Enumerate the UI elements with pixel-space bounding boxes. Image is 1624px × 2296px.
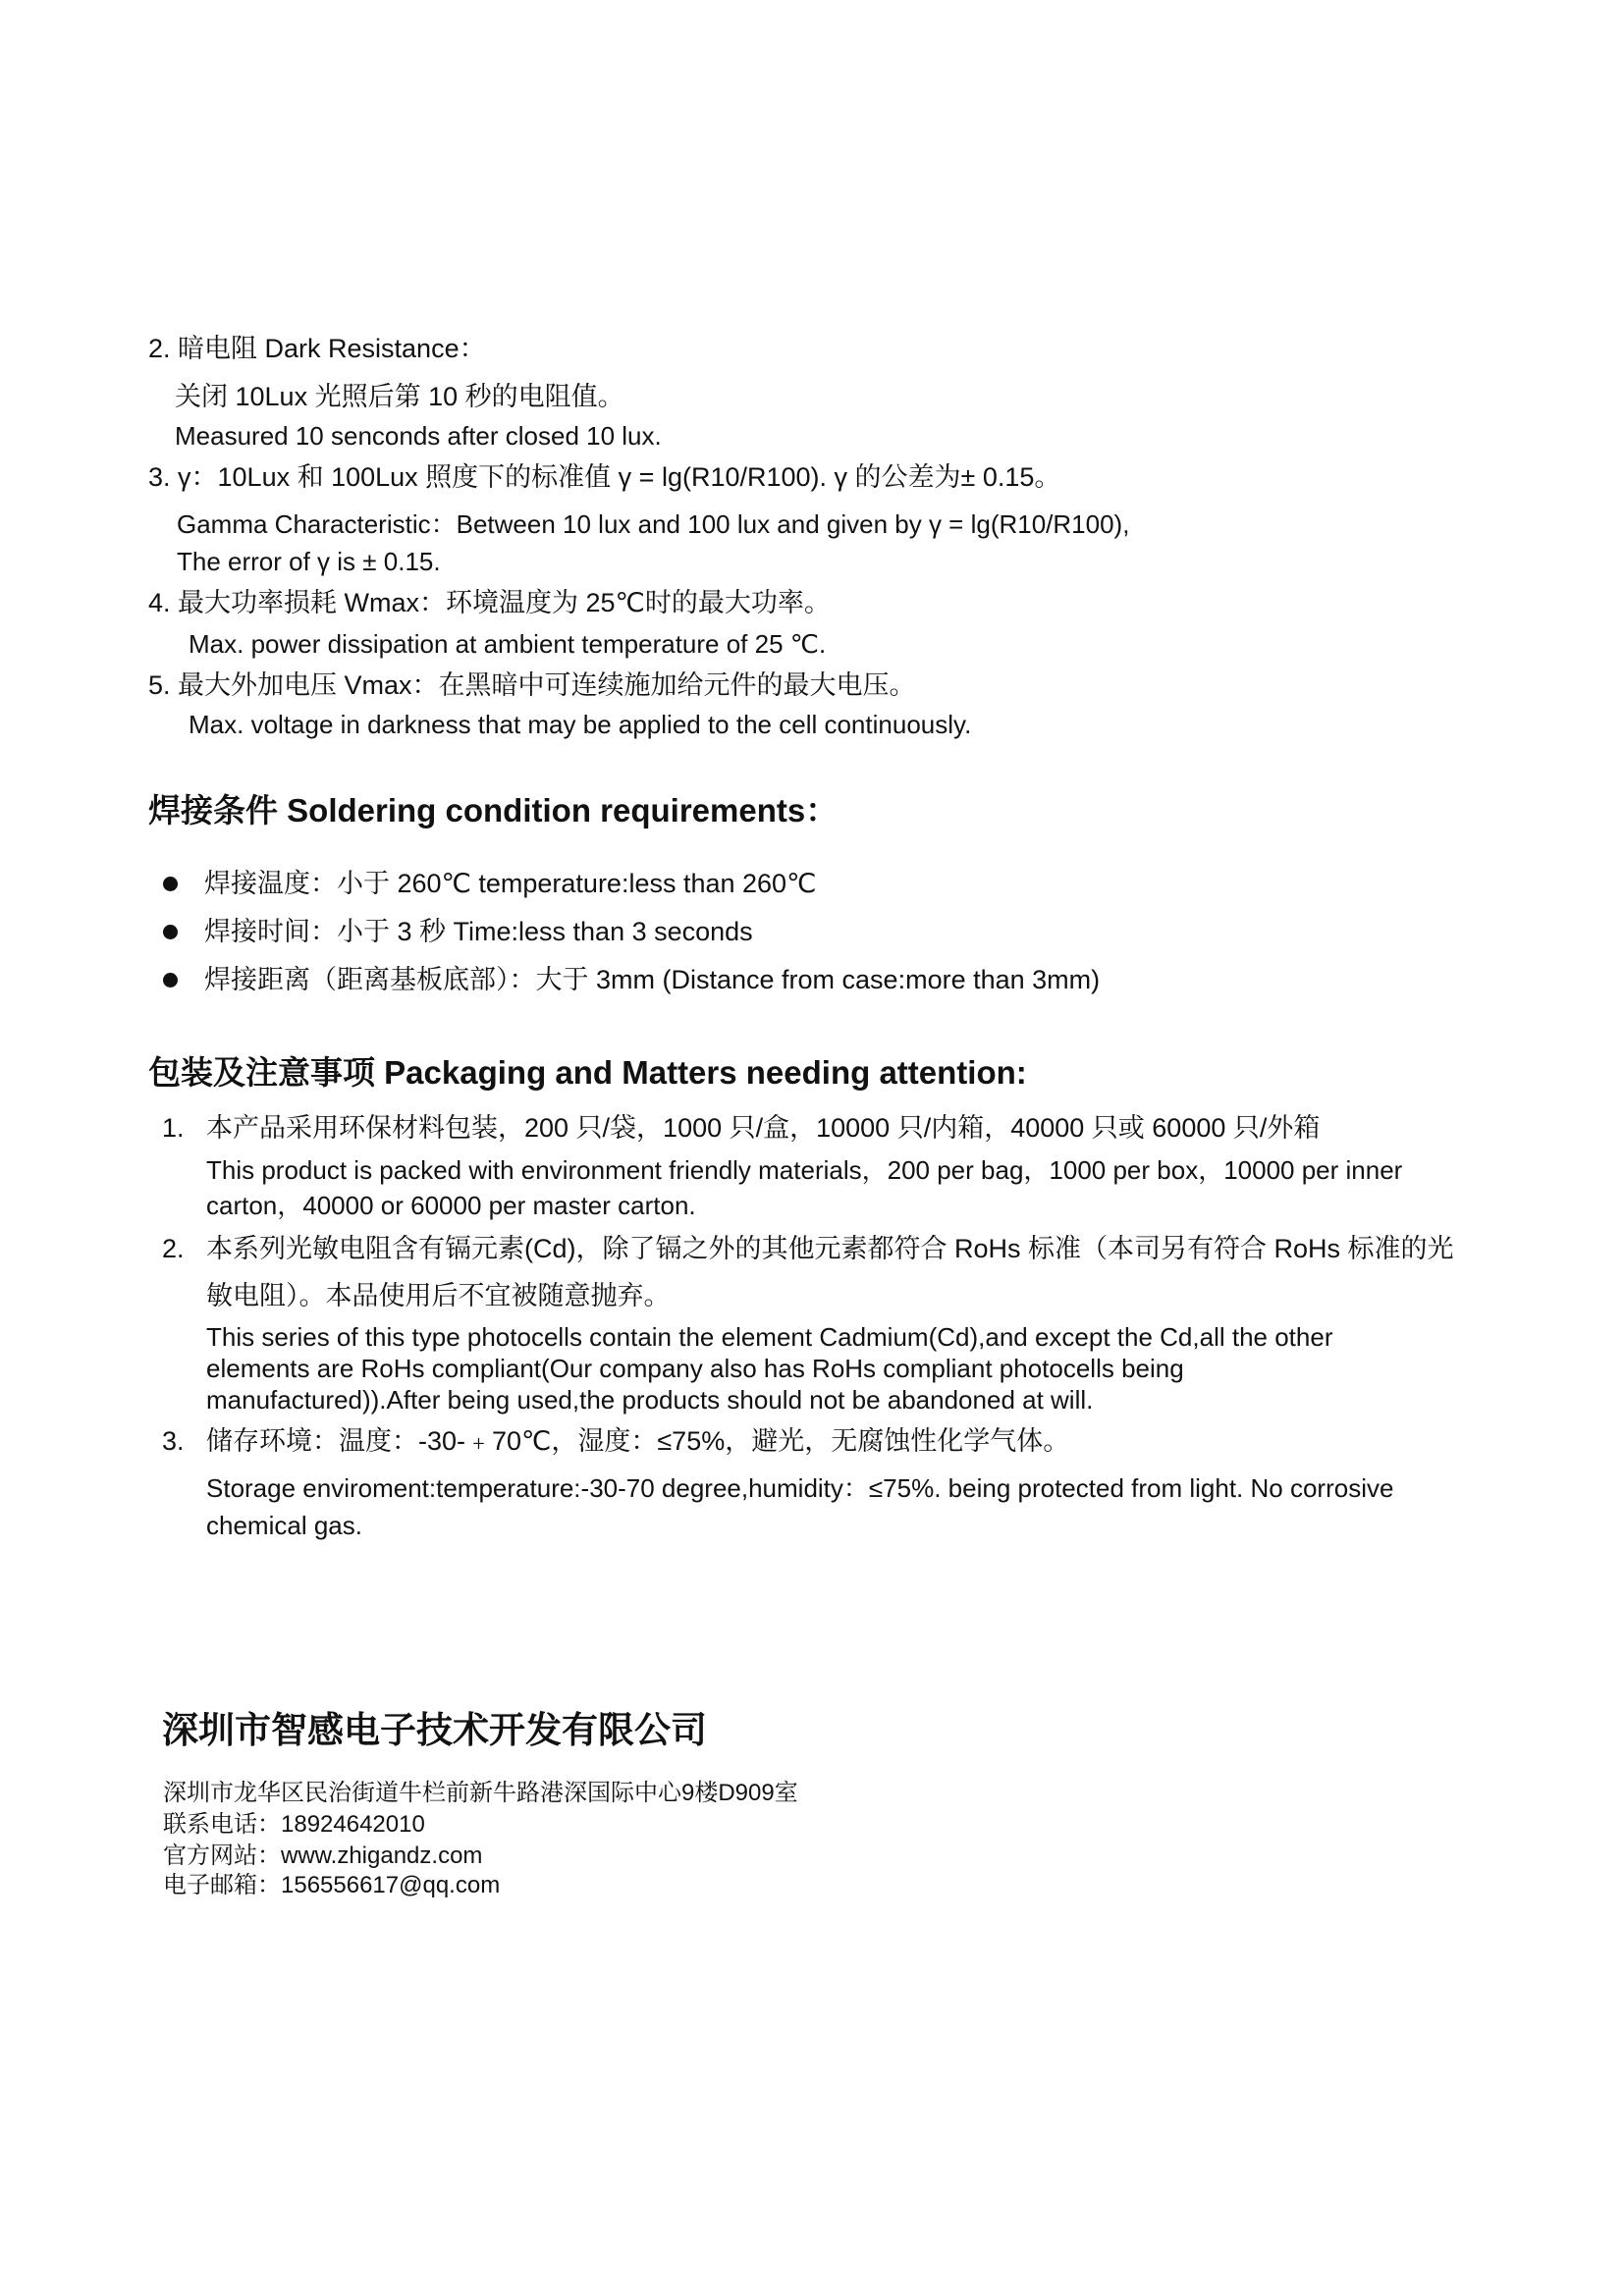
packaging-item2-en-line3: manufactured)).After being used,the products should not be abandoned at will. [206,1385,1094,1415]
item5-en: Max. voltage in darkness that may be applied to the cell continuously. [189,710,972,739]
packaging-item1-en-line2: carton，40000 or 60000 per master carton. [206,1191,696,1220]
packaging-item-number: 3. [162,1426,185,1456]
soldering-bullet-time: 焊接时间：小于 3 秒 Time:less than 3 seconds [204,917,753,946]
item2-en: Measured 10 senconds after closed 10 lux. [175,421,662,451]
bullet-dot [163,925,178,939]
item4-title: 4. 最大功率损耗 Wmax：环境温度为 25℃时的最大功率。 [148,588,831,617]
item4-en: Max. power dissipation at ambient temperature of 25 ℃. [189,629,827,659]
item3-title: 3. γ：10Lux 和 100Lux 照度下的标准值 γ = lg(R10/R100). γ 的公差为± 0.15。 [148,462,1061,492]
company-phone: 联系电话：18924642010 [163,1811,425,1838]
item3-en2: The error of γ is ± 0.15. [177,547,441,576]
soldering-bullet-temperature: 焊接温度：小于 260℃ temperature:less than 260℃ [204,869,817,898]
item5-title: 5. 最大外加电压 Vmax：在黑暗中可连续施加给元件的最大电压。 [148,670,916,700]
company-email: 电子邮箱：156556617@qq.com [163,1872,501,1898]
item2-title: 2. 暗电阻 Dark Resistance： [148,334,486,363]
packaging-item3-cn: 储存环境：温度：-30-﹢70℃，湿度：≤75%，避光，无腐蚀性化学气体。 [206,1426,1070,1456]
packaging-item2-en-line2: elements are RoHs compliant(Our company also has RoHs compliant photocells being [206,1354,1184,1383]
company-website: 官方网站：www.zhigandz.com [163,1842,483,1869]
soldering-heading: 焊接条件 Soldering condition requirements： [148,792,839,828]
packaging-item2-cn-line1: 本系列光敏电阻含有镉元素(Cd)，除了镉之外的其他元素都符合 RoHs 标准（本司另有符合 RoHs 标准的光 [206,1234,1454,1263]
packaging-heading: 包装及注意事项 Packaging and Matters needing attention: [148,1054,1027,1091]
packaging-item1-cn: 本产品采用环保材料包装，200 只/袋，1000 只/盒，10000 只/内箱，40000 只或 60000 只/外箱 [206,1113,1321,1143]
soldering-bullet-distance: 焊接距离（距离基板底部）：大于 3mm (Distance from case:more than 3mm) [204,965,1101,994]
item2-cn: 关闭 10Lux 光照后第 10 秒的电阻值。 [175,382,624,411]
bullet-dot [163,877,178,891]
item3-en1: Gamma Characteristic：Between 10 lux and 100 lux and given by γ = lg(R10/R100), [177,509,1130,539]
packaging-item-number: 1. [162,1113,185,1143]
packaging-item3-en-line1: Storage enviroment:temperature:-30-70 degree,humidity：≤75%. being protected from light. No corrosive [206,1473,1394,1503]
company-name: 深圳市智感电子技术开发有限公司 [162,1710,707,1750]
packaging-item2-en-line1: This series of this type photocells contain the element Cadmium(Cd),and except the Cd,all the other [206,1322,1333,1352]
packaging-item3-en-line2: chemical gas. [206,1511,362,1540]
bullet-dot [163,973,178,988]
packaging-item2-cn-line2: 敏电阻）。本品使用后不宜被随意抛弃。 [206,1281,671,1310]
packaging-item1-en-line1: This product is packed with environment friendly materials，200 per bag，1000 per box，10000 per inner [206,1155,1403,1185]
company-address: 深圳市龙华区民治街道牛栏前新牛路港深国际中心9楼D909室 [163,1780,798,1806]
packaging-item-number: 2. [162,1234,185,1263]
